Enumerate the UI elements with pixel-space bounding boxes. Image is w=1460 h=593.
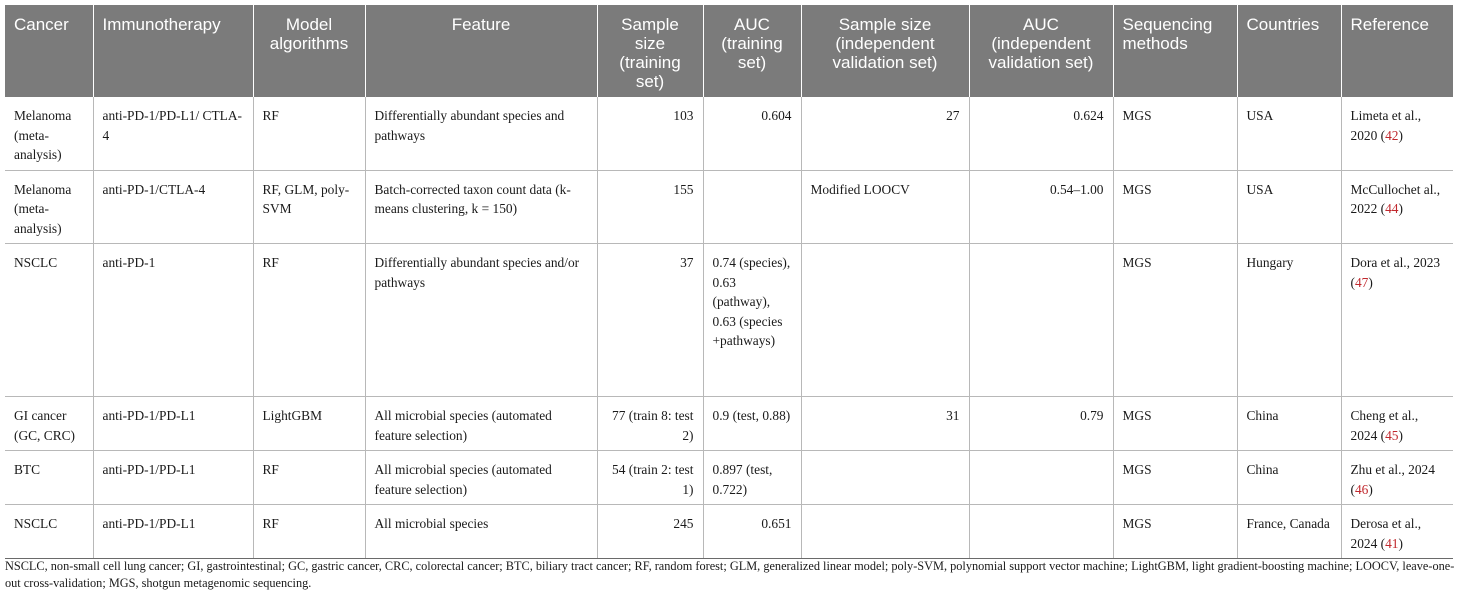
cell-train-sample-size: 54 (train 2: test 1) <box>597 451 703 505</box>
cell-feature: All microbial species <box>365 505 597 559</box>
cell-reference: Dora et al., 2023 (47) <box>1341 244 1453 397</box>
header-val-auc: AUC (independent validation set) <box>969 5 1113 97</box>
header-row <box>5 5 1453 97</box>
cell-val-auc: 0.54–1.00 <box>969 170 1113 244</box>
reference-citation-link[interactable]: 42 <box>1385 127 1399 143</box>
cell-train-auc <box>703 170 801 244</box>
cell-cancer: Melanoma (meta-analysis) <box>5 97 93 170</box>
cell-model-algorithms: RF <box>253 505 365 559</box>
reference-text: McCullochet al., 2022 <box>1350 181 1441 216</box>
cell-train-sample-size: 245 <box>597 505 703 559</box>
cell-country: USA <box>1237 97 1341 170</box>
table-row <box>5 97 1453 170</box>
cell-sequencing: MGS <box>1113 244 1237 397</box>
cell-sequencing: MGS <box>1113 505 1237 559</box>
cell-val-auc <box>969 451 1113 505</box>
cell-sequencing: MGS <box>1113 397 1237 451</box>
cell-immunotherapy: anti-PD-1/PD-L1 <box>93 505 253 559</box>
cell-feature: Differentially abundant species and/or pathways <box>365 244 597 397</box>
table-footnote: NSCLC, non-small cell lung cancer; GI, gastrointestinal; GC, gastric cancer, CRC, colorectal cancer; BTC, biliary tract cancer; RF, random forest; GLM, generalized linear model; poly-SVM, polynomial support vector machine; LightGBM, light gradient-boosting machine; LOOCV, leave-one-out cross-validation; MGS, shotgun metagenomic sequencing. <box>5 559 1455 590</box>
cell-val-sample-size: Modified LOOCV <box>801 170 969 244</box>
reference-text: Limeta et al., 2020 <box>1350 108 1422 143</box>
cell-immunotherapy: anti-PD-1/PD-L1 <box>93 397 253 451</box>
cell-val-sample-size <box>801 451 969 505</box>
cell-cancer: BTC <box>5 451 93 505</box>
cell-train-auc: 0.9 (test, 0.88) <box>703 397 801 451</box>
cell-val-sample-size: 31 <box>801 397 969 451</box>
header-feature: Feature <box>365 5 597 97</box>
cell-immunotherapy: anti-PD-1 <box>93 244 253 397</box>
cell-country: China <box>1237 397 1341 451</box>
header-countries: Countries <box>1237 5 1341 97</box>
reference-text: Cheng et al., 2024 <box>1350 408 1419 443</box>
header-immunotherapy: Immunotherapy <box>93 5 253 97</box>
header-cancer: Cancer <box>5 5 93 97</box>
cell-cancer: GI cancer (GC, CRC) <box>5 397 93 451</box>
cell-cancer: NSCLC <box>5 505 93 559</box>
reference-text: Derosa et al., 2024 <box>1350 516 1422 551</box>
data-table <box>5 5 1453 559</box>
cell-feature: Batch-corrected taxon count data (k-means clustering, k = 150) <box>365 170 597 244</box>
table-row <box>5 505 1453 559</box>
cell-model-algorithms: RF, GLM, poly-SVM <box>253 170 365 244</box>
cell-feature: Differentially abundant species and pathways <box>365 97 597 170</box>
cell-reference: Limeta et al., 2020 (42) <box>1341 97 1453 170</box>
cell-train-sample-size: 103 <box>597 97 703 170</box>
reference-citation-link[interactable]: 44 <box>1385 201 1399 216</box>
header-train-sample-size: Sample size (training set) <box>597 5 703 97</box>
table-row <box>5 451 1453 505</box>
cell-sequencing: MGS <box>1113 451 1237 505</box>
cell-train-auc: 0.604 <box>703 97 801 170</box>
reference-citation-link[interactable]: 41 <box>1385 535 1399 551</box>
cell-model-algorithms: RF <box>253 451 365 505</box>
cell-model-algorithms: RF <box>253 244 365 397</box>
header-val-sample-size: Sample size (independent validation set) <box>801 5 969 97</box>
cell-reference: Derosa et al., 2024 (41) <box>1341 505 1453 559</box>
cell-model-algorithms: RF <box>253 97 365 170</box>
header-sequencing: Sequencing methods <box>1113 5 1237 97</box>
cell-feature: All microbial species (automated feature selection) <box>365 397 597 451</box>
cell-country: USA <box>1237 170 1341 244</box>
table-row <box>5 244 1453 397</box>
cell-val-sample-size <box>801 244 969 397</box>
cell-val-auc: 0.79 <box>969 397 1113 451</box>
cell-immunotherapy: anti-PD-1/PD-L1 <box>93 451 253 505</box>
cell-train-auc: 0.74 (species), 0.63 (pathway), 0.63 (species +pathways) <box>703 244 801 397</box>
cell-reference: Cheng et al., 2024 (45) <box>1341 397 1453 451</box>
cell-country: Hungary <box>1237 244 1341 397</box>
cell-model-algorithms: LightGBM <box>253 397 365 451</box>
cell-val-auc <box>969 505 1113 559</box>
header-reference: Reference <box>1341 5 1453 97</box>
cell-val-sample-size <box>801 505 969 559</box>
cell-country: China <box>1237 451 1341 505</box>
cell-train-sample-size: 155 <box>597 170 703 244</box>
cell-reference: McCullochet al., 2022 (44) <box>1341 170 1453 244</box>
reference-citation-link[interactable]: 47 <box>1354 274 1369 290</box>
cell-immunotherapy: anti-PD-1/PD-L1/ CTLA-4 <box>93 97 253 170</box>
data-table-container <box>5 5 1453 559</box>
reference-citation-link[interactable]: 45 <box>1385 427 1399 443</box>
table-row <box>5 397 1453 451</box>
cell-val-sample-size: 27 <box>801 97 969 170</box>
cell-cancer: Melanoma (meta-analysis) <box>5 170 93 244</box>
reference-citation-link[interactable]: 46 <box>1354 481 1369 497</box>
cell-country: France, Canada <box>1237 505 1341 559</box>
cell-train-sample-size: 37 <box>597 244 703 397</box>
cell-val-auc: 0.624 <box>969 97 1113 170</box>
cell-cancer: NSCLC <box>5 244 93 397</box>
cell-val-auc <box>969 244 1113 397</box>
cell-sequencing: MGS <box>1113 97 1237 170</box>
header-train-auc: AUC (training set) <box>703 5 801 97</box>
cell-immunotherapy: anti-PD-1/CTLA-4 <box>93 170 253 244</box>
cell-train-auc: 0.897 (test, 0.722) <box>703 451 801 505</box>
table-body <box>5 97 1453 559</box>
table-row <box>5 170 1453 244</box>
cell-train-auc: 0.651 <box>703 505 801 559</box>
reference-text: Zhu et al., 2024 <box>1350 462 1435 477</box>
cell-train-sample-size: 77 (train 8: test 2) <box>597 397 703 451</box>
reference-text: Dora et al., 2023 <box>1350 255 1441 270</box>
cell-sequencing: MGS <box>1113 170 1237 244</box>
cell-reference: Zhu et al., 2024 (46) <box>1341 451 1453 505</box>
cell-feature: All microbial species (automated feature selection) <box>365 451 597 505</box>
header-model-algorithms: Model algorithms <box>253 5 365 97</box>
